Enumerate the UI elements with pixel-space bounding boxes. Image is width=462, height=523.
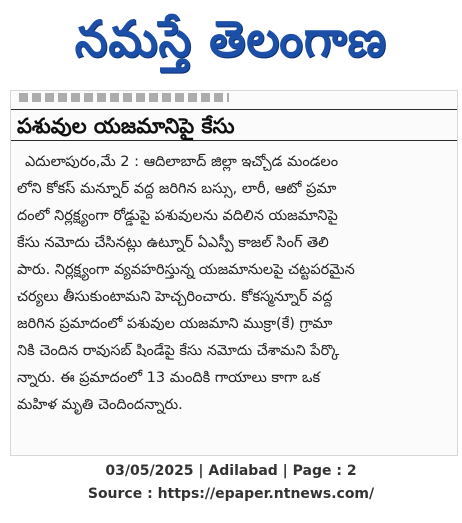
clipped-text-strip bbox=[19, 93, 229, 102]
edition-info: 03/05/2025 | Adilabad | Page : 2 bbox=[105, 463, 357, 479]
article-line: దంలో నిర్లక్ష్యంగా రోడ్డుపై పశువులను వదిలిన యజమానిపై bbox=[17, 208, 338, 224]
article-line: జరిగిన ప్రమాదంలో పశువుల యజమాని ముక్రా(కే) గ్రామా bbox=[17, 316, 333, 332]
article-body bbox=[17, 149, 449, 419]
article-line: న్నారు. ఈ ప్రమాదంలో 13 మందికి గాయాలు కాగా ఒక bbox=[17, 370, 321, 386]
headline-rule-bottom bbox=[11, 140, 457, 141]
source-link[interactable]: Source : https://epaper.ntnews.com/ bbox=[87, 486, 375, 502]
article-line: లోని కోకస్ మన్నూర్ వద్ద జరిగిన బస్సు, లారీ, ఆటో ప్రమా bbox=[17, 181, 337, 197]
masthead-title: నమస్తే తెలంగాణ bbox=[74, 10, 388, 68]
article-line: మహిళ మృతి చెందిందన్నారు. bbox=[17, 397, 183, 413]
article-line: నికి చెందిన రావుసబ్ షిండేపై కేసు నమోదు చేశామని పేర్కొ bbox=[17, 343, 340, 359]
article-headline: పశువుల యజమానిపై కేసు bbox=[17, 114, 235, 138]
article-line: ఎదులాపురం,మే 2 : ఆదిలాబాద్ జిల్లా ఇచ్చోడ మండలం bbox=[25, 154, 339, 170]
article-line: చర్యలు తీసుకుంటామని హెచ్చరించారు. కోకస్మన్నూర్ వద్ద bbox=[17, 289, 333, 305]
headline-rule-top bbox=[11, 109, 457, 110]
newspaper-masthead bbox=[0, 0, 462, 78]
article-line: కేసు నమోదు చేసినట్లు ఉట్నూర్ ఏఎస్పీ కాజల్ సింగ్ తెలి bbox=[17, 235, 329, 251]
article-line: పారు. నిర్లక్ష్యంగా వ్యవహరిస్తున్న యజమానులపై చట్టపరమైన bbox=[17, 262, 355, 278]
article-clipping bbox=[10, 90, 458, 456]
